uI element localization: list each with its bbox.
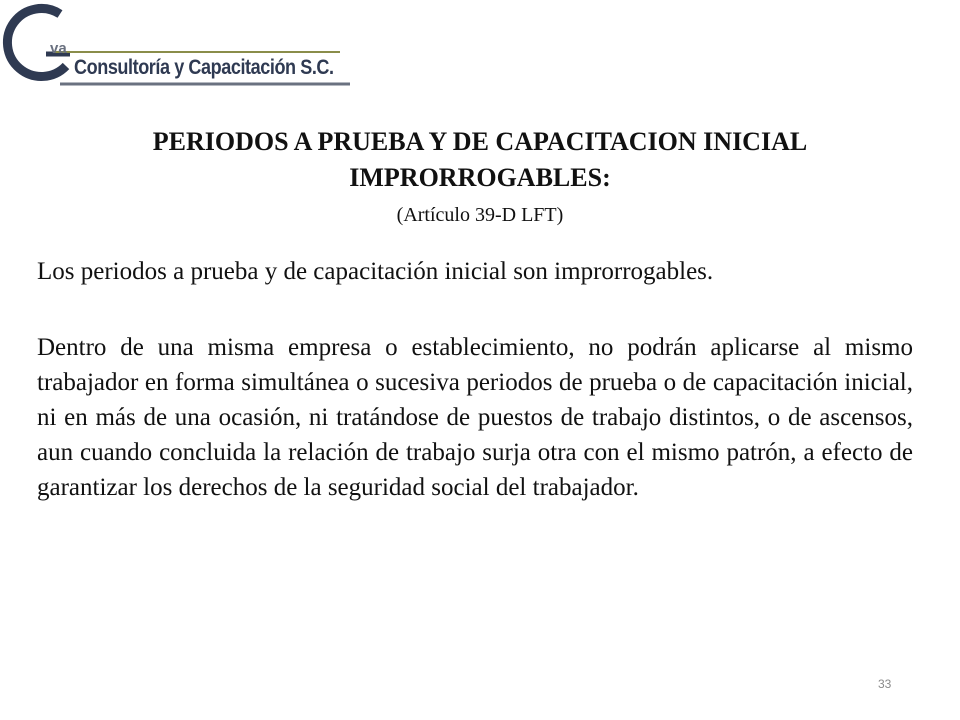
page-number: 33 bbox=[878, 677, 892, 691]
article-reference: (Artículo 39-D LFT) bbox=[396, 204, 564, 226]
body-paragraph-1: Los periodos a prueba y de capacitación inicial son improrrogables. bbox=[37, 258, 714, 285]
logo-mark-text: va bbox=[50, 40, 67, 57]
slide-title-line-1: PERIODOS A PRUEBA Y DE CAPACITACION INICIAL bbox=[152, 127, 808, 156]
company-logo bbox=[0, 0, 352, 90]
slide-title-line-2: IMPRORROGABLES: bbox=[349, 163, 611, 192]
body-paragraph-2: Dentro de una misma empresa o establecimiento, no podrán aplicarse al mismo trabajador en forma simultánea o sucesiva periodos de prueba o de capacitación inicial, ni en más de una ocasión, ni tratándose de puestos de trabajo distintos, o de ascensos, aun cuando concluida la relación de trabajo surja otra con el mismo patrón, a efecto de garantizar los derechos de la seguridad social del trabajador. bbox=[37, 334, 913, 501]
logo-company-name: Consultoría y Capacitación S.C. bbox=[74, 56, 334, 79]
slide-title bbox=[40, 124, 920, 196]
